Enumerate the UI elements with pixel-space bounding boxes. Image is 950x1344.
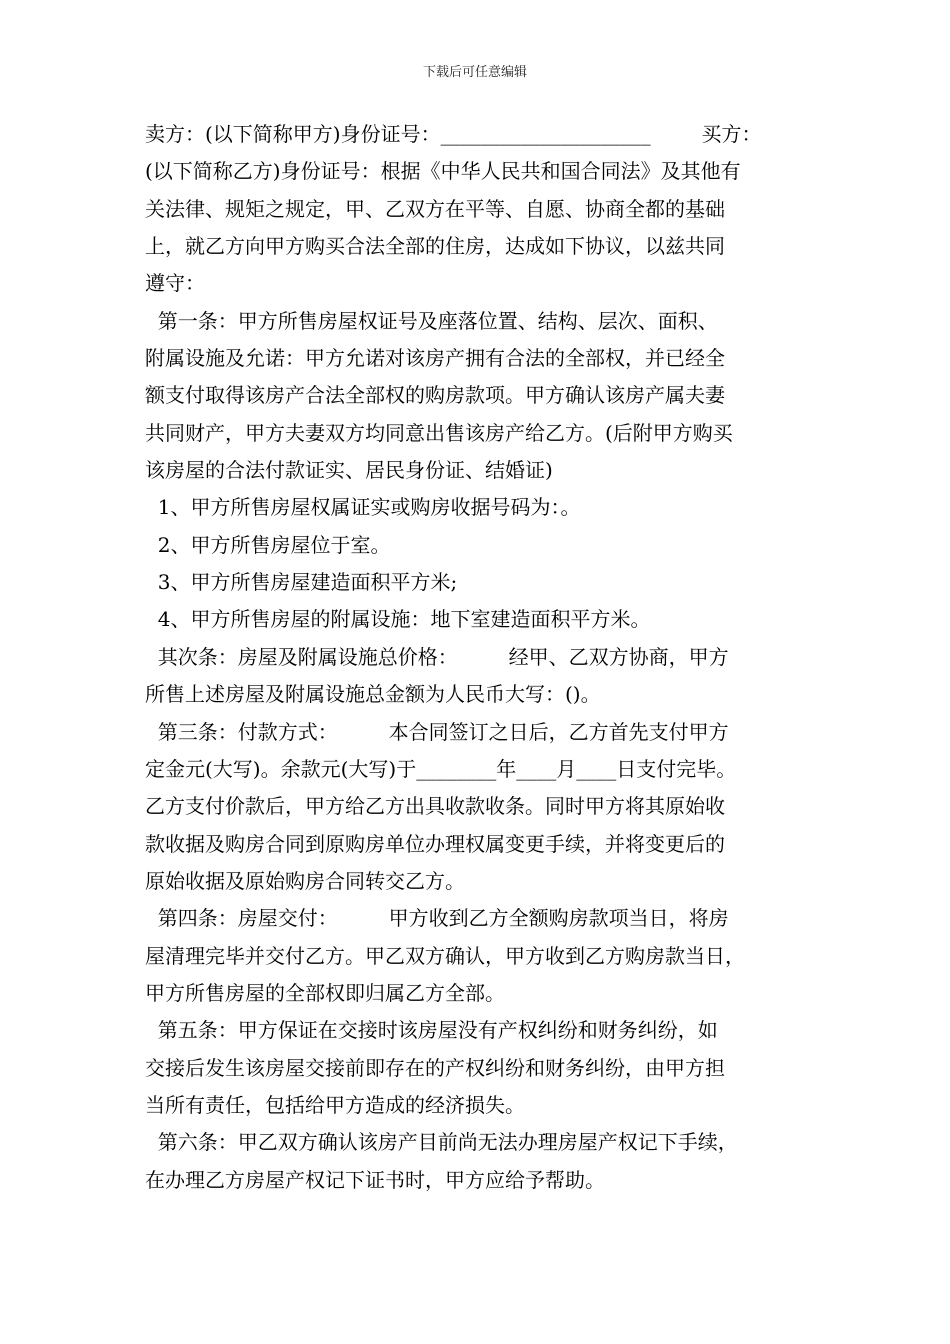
text-line: 其次条：房屋及附属设施总价格： 经甲、乙双方协商，甲方	[145, 644, 729, 669]
text-line: 共同财产，甲方夫妻双方均同意出售该房产给乙方。(后附甲方购买	[145, 420, 733, 445]
text-line: 甲方所售房屋的全部权即归属乙方全部。	[145, 980, 505, 1005]
text-line: 额支付取得该房产合法全部权的购房款项。甲方确认该房产属夫妻	[145, 383, 725, 408]
text-line: 第三条：付款方式： 本合同签订之日后，乙方首先支付甲方	[145, 719, 729, 744]
text-line: 1、甲方所售房屋权属证实或购房收据号码为：。	[145, 495, 581, 520]
text-line: 第六条：甲乙双方确认该房产目前尚无法办理房屋产权记下手续，	[145, 1130, 738, 1155]
text-line: 该房屋的合法付款证实、居民身份证、结婚证)	[145, 458, 553, 483]
text-line: 第一条：甲方所售房屋权证号及座落位置、结构、层次、面积、	[145, 308, 718, 333]
text-line: 定金元(大写)。余款元(大写)于________年____月____日支付完毕。	[145, 756, 737, 781]
text-line: 交接后发生该房屋交接前即存在的产权纠纷和财务纠纷，由甲方担	[145, 1055, 725, 1080]
text-line: 当所有责任，包括给甲方造成的经济损失。	[145, 1092, 525, 1117]
text-line: 附属设施及允诺：甲方允诺对该房产拥有合法的全部权，并已经全	[145, 346, 725, 371]
text-line: 第五条：甲方保证在交接时该房屋没有产权纠纷和财务纠纷，如	[145, 1018, 718, 1043]
text-line: 卖方：(以下简称甲方)身份证号：_____________________ 买方：	[145, 122, 762, 146]
contract-body	[145, 116, 810, 1199]
text-line: 4、甲方所售房屋的附属设施：地下室建造面积平方米。	[145, 607, 651, 632]
text-line: 原始收据及原始购房合同转交乙方。	[145, 868, 465, 893]
text-line: 关法律、规矩之规定，甲、乙双方在平等、自愿、协商全都的基础	[145, 196, 725, 221]
text-line: 遵守：	[145, 271, 205, 296]
text-line: 在办理乙方房屋产权记下证书时，甲方应给予帮助。	[145, 1167, 605, 1192]
text-line: 所售上述房屋及附属设施总金额为人民币大写：()。	[145, 682, 601, 707]
text-line: 3、甲方所售房屋建造面积平方米;	[145, 570, 458, 595]
text-line: (以下简称乙方)身份证号：根据《中华人民共和国合同法》及其他有	[145, 159, 741, 184]
text-line: 乙方支付价款后，甲方给乙方出具收款收条。同时甲方将其原始收	[145, 794, 725, 819]
text-line: 屋清理完毕并交付乙方。甲乙双方确认，甲方收到乙方购房款当日，	[145, 943, 745, 968]
text-line: 2、甲方所售房屋位于室。	[145, 532, 391, 557]
text-line: 第四条：房屋交付： 甲方收到乙方全额购房款项当日，将房	[145, 906, 729, 931]
page-header-note: 下载后可任意编辑	[422, 65, 527, 80]
text-line: 款收据及购房合同到原购房单位办理权属变更手续，并将变更后的	[145, 831, 725, 856]
text-line: 上，就乙方向甲方购买合法全部的住房，达成如下协议，以兹共同	[145, 234, 725, 259]
